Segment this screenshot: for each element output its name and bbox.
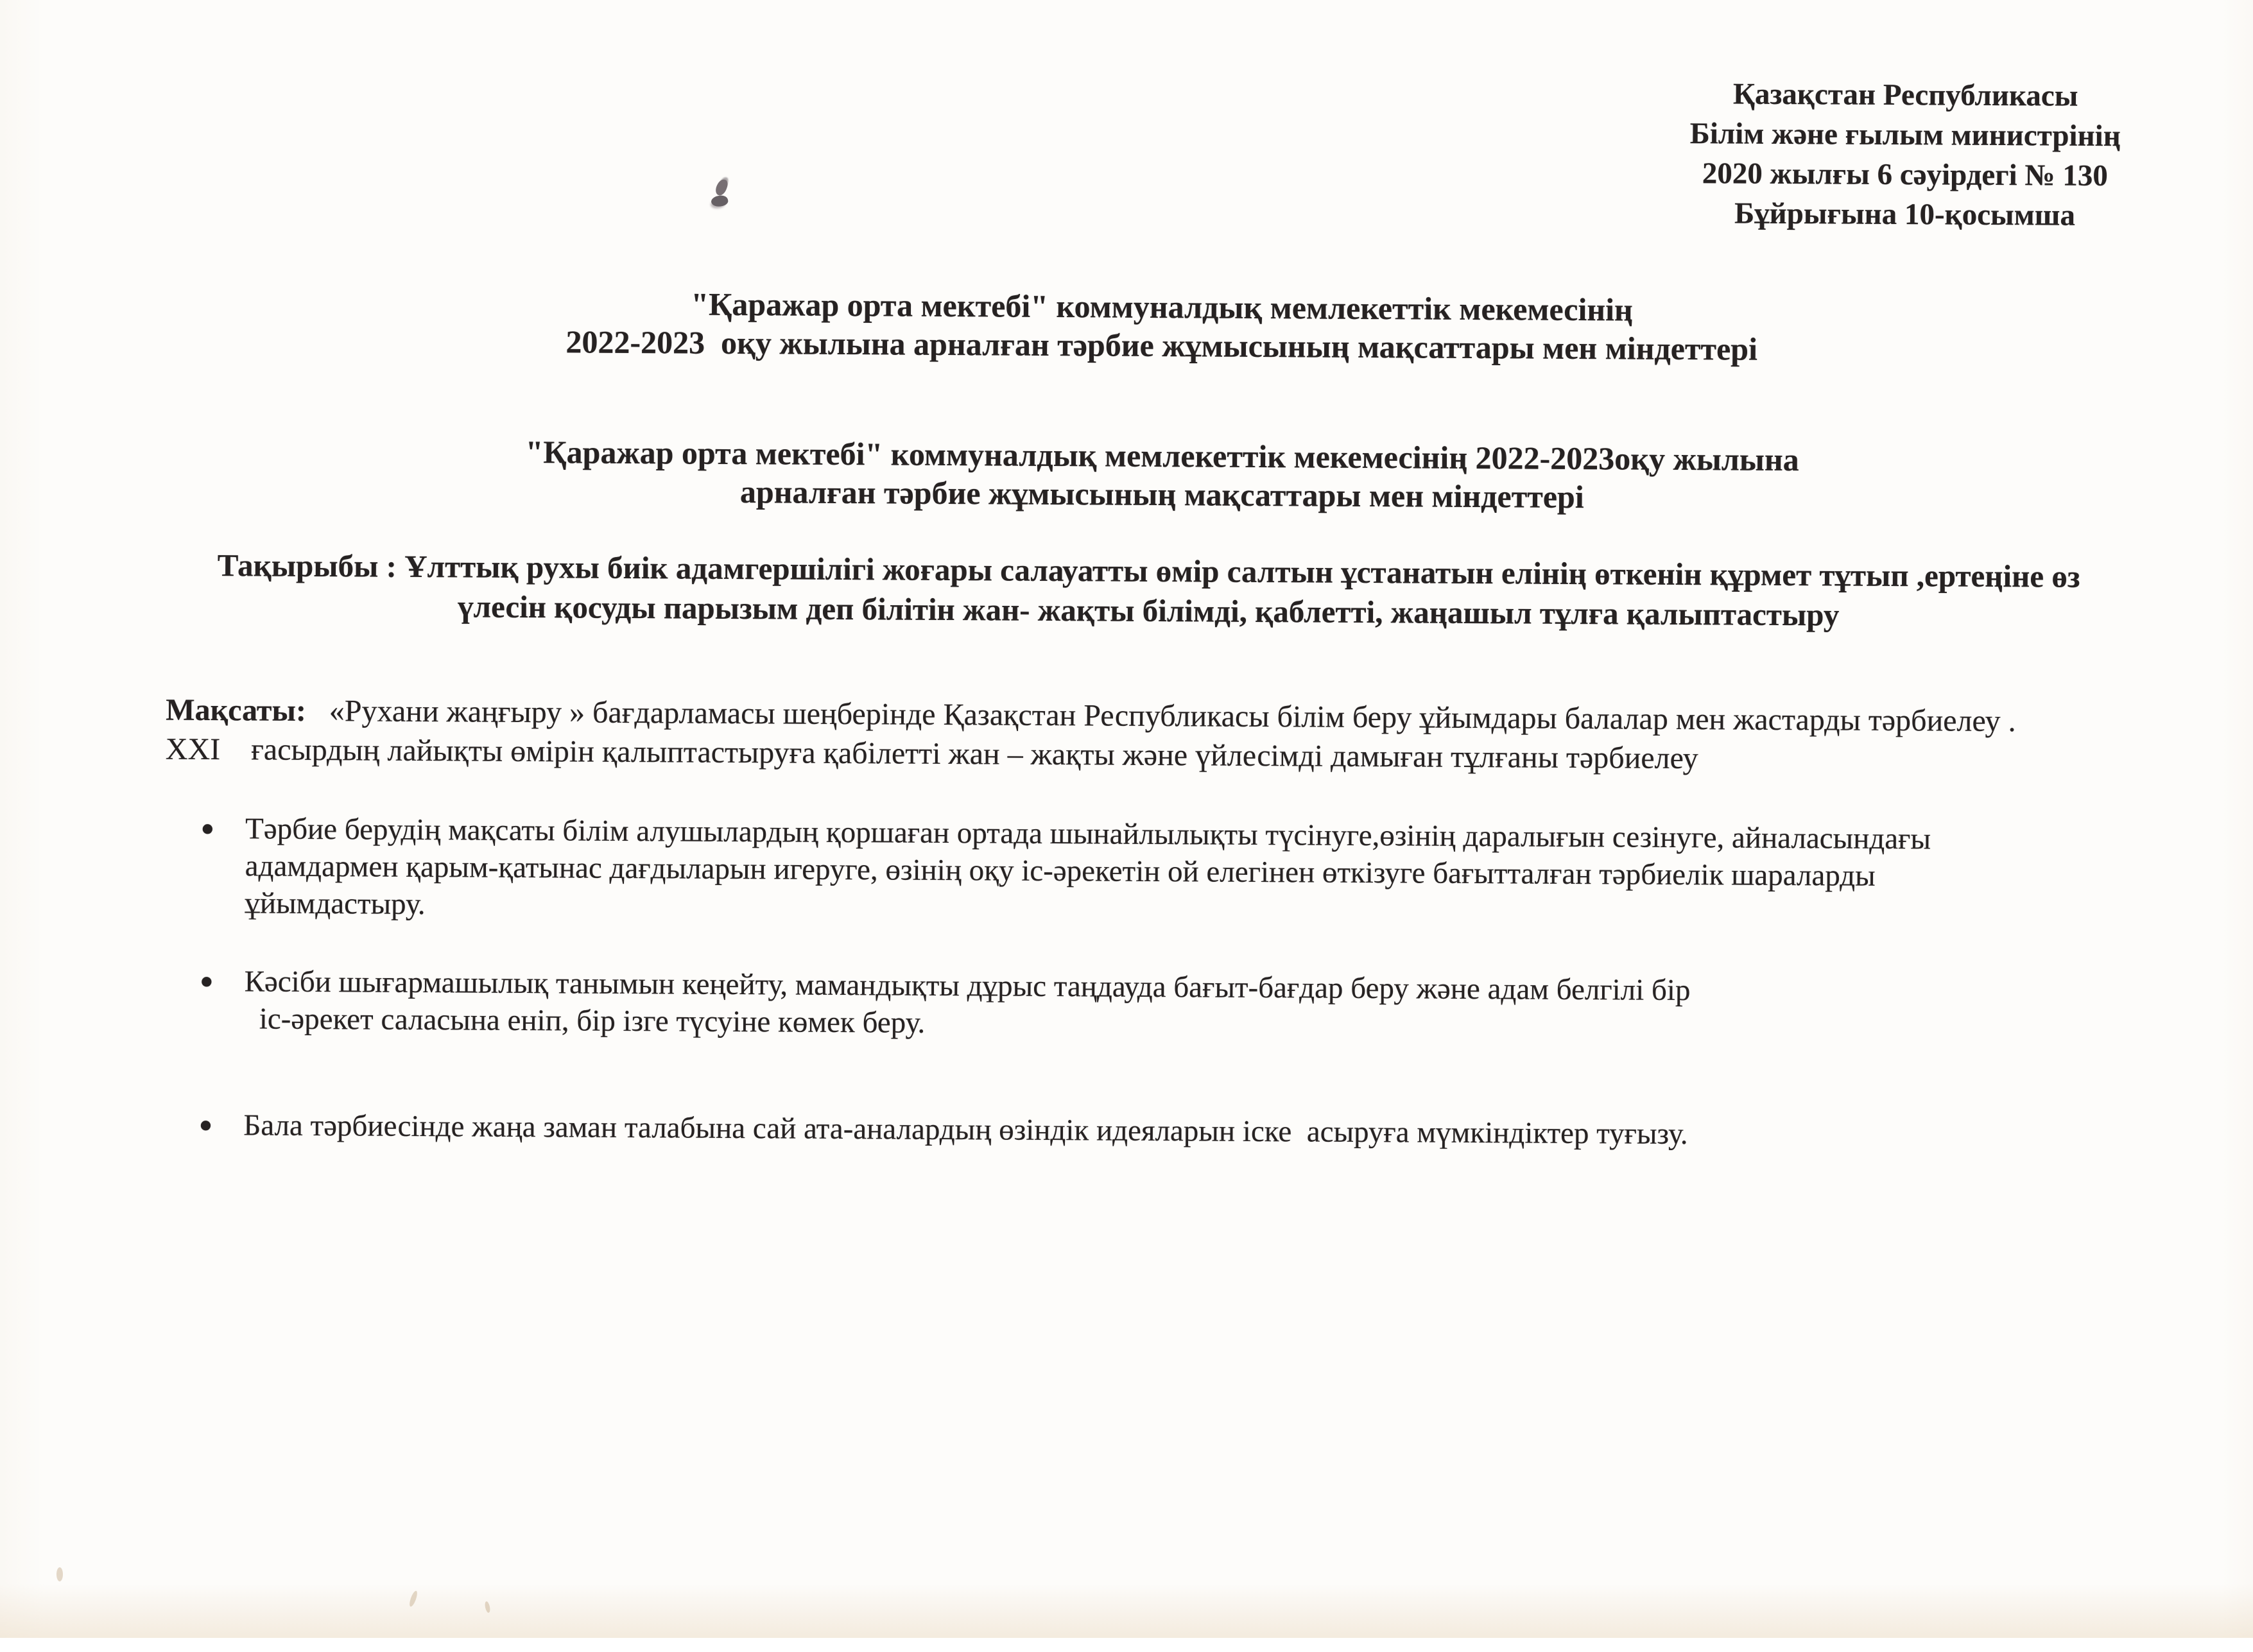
main-title: "Қаражар орта мектебі" коммуналдық мемлекеттік мекемесінің 2022-2023 оқу жылына арналған тәрбие жұмысының мақсаттары мен міндеттері <box>565 286 1758 367</box>
goal-label: Мақсаты: <box>166 693 307 728</box>
bullet-text: Тәрбие берудің мақсаты білім алушылардың қоршаған ортада шынайлылықты түсінуге,өзінің даралығын сезінуге, айналасындағы адамдармен қарым-қатынас дағдыларын игеруге, өзінің оқу іс-әрекетін ой елегінен өткізуге бағытталған тәрбиелік шараларды ұйымдастыру. <box>245 812 1931 922</box>
ink-smudge <box>714 178 729 197</box>
bullet-text: Кәсіби шығармашылық танымын кеңейту, мамандықты дұрыс таңдауда бағыт-бағдар беру және адам белгілі бір іс-әрекет саласына еніп, бір ізге түсуіне көмек беру. <box>244 965 1691 1040</box>
topic-paragraph: Тақырыбы : Ұлттық рухы биік адамгершілігі жоғары салауатты өмір салтын ұстанатын елінің өткенін құрмет тұтып ,ертеңіне өз үлесін қосуды парызым деп білітін жан- жақты білімді, қаблетті, жаңашыл тұлға қалыптастыру <box>217 547 2080 633</box>
bullet-item <box>199 958 2177 1049</box>
goal-text: «Рухани жаңғыру » бағдарламасы шеңберінде Қазақстан Республикасы білім беру ұйымдары балалар мен жастарды тәрбиелеу . XXI ғасырдың лайықты өмірін қалыптастыруға қабілетті жан – жақты және үйлесімді дамыған тұлғаны тәрбиелеу <box>165 693 2016 776</box>
paper-artifact <box>56 1567 63 1581</box>
bullet-icon: • <box>200 805 215 852</box>
bullet-item <box>198 1102 2175 1156</box>
goal-paragraph <box>166 691 2179 781</box>
bullet-item <box>200 805 2177 934</box>
ink-smudge <box>710 194 729 209</box>
bullet-text: Бала тәрбиесінде жаңа заман талабына сай ата-аналардың өзіндік идеяларын іске асыруға мүмкіндіктер туғызу. <box>243 1108 1688 1151</box>
bullet-icon: • <box>199 958 214 1005</box>
approval-header: Қазақстан Республикасы Білім және ғылым министрінің 2020 жылғы 6 сәуірдегі № 130 Бұйрығына 10-қосымша <box>1689 77 2121 232</box>
bullet-icon: • <box>198 1102 213 1149</box>
secondary-title: "Қаражар орта мектебі" коммуналдық мемлекеттік мекемесінің 2022-2023оқу жылына арналған тәрбие жұмысының мақсаттары мен міндеттері <box>525 434 1799 515</box>
